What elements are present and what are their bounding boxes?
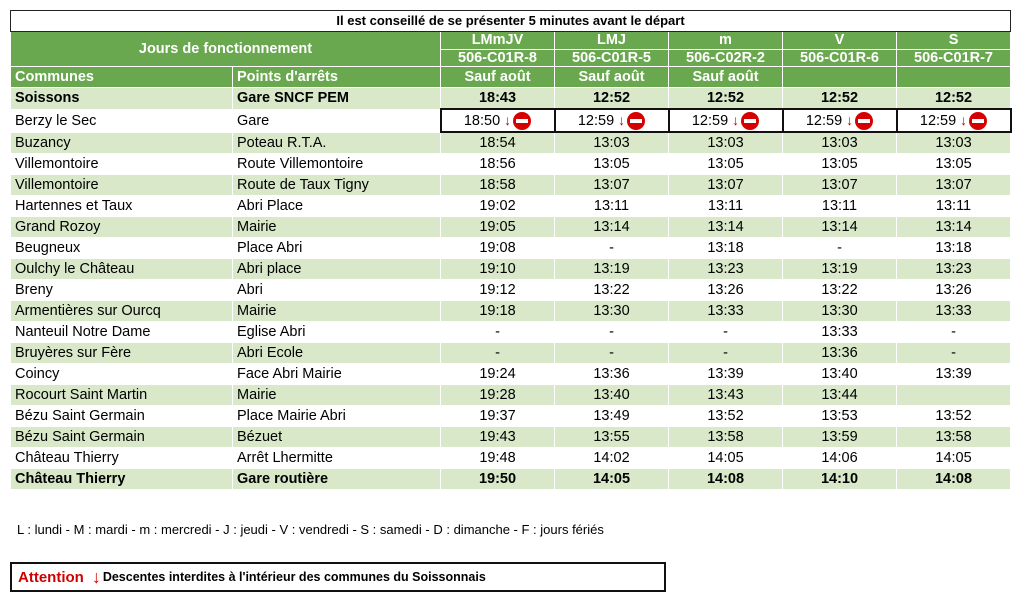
table-row	[11, 469, 1011, 490]
notice-row	[11, 11, 1011, 32]
time-cell: 13:26	[669, 280, 783, 301]
time-cell: 13:30	[555, 301, 669, 322]
time-value: 12:59	[691, 113, 729, 129]
commune-cell: Coincy	[11, 364, 233, 385]
time-cell	[441, 109, 555, 132]
route-code: 506-C01R-7	[897, 50, 1011, 67]
time-value: 12:59	[805, 113, 843, 129]
commune-cell: Grand Rozoy	[11, 217, 233, 238]
day-label: m	[669, 32, 783, 50]
time-cell: 13:40	[783, 364, 897, 385]
table-row	[11, 385, 1011, 406]
table-row	[11, 427, 1011, 448]
down-arrow-icon: ↓	[846, 112, 854, 128]
table-row	[11, 259, 1011, 280]
time-cell: 19:02	[441, 196, 555, 217]
time-cell: 13:58	[669, 427, 783, 448]
time-cell: 14:05	[555, 469, 669, 490]
commune-cell: Soissons	[11, 88, 233, 110]
communes-header: Communes	[11, 67, 233, 88]
stop-cell: Mairie	[233, 301, 441, 322]
stop-cell: Place Mairie Abri	[233, 406, 441, 427]
down-arrow-icon: ↓	[91, 566, 101, 587]
time-cell: 14:05	[897, 448, 1011, 469]
time-cell: 19:37	[441, 406, 555, 427]
attention-box	[10, 562, 666, 592]
time-cell: 14:08	[897, 469, 1011, 490]
time-cell	[783, 109, 897, 132]
day-label: S	[897, 32, 1011, 50]
time-cell: 13:05	[669, 154, 783, 175]
time-cell: 19:24	[441, 364, 555, 385]
commune-cell: Oulchy le Château	[11, 259, 233, 280]
commune-cell: Château Thierry	[11, 448, 233, 469]
time-cell: 13:03	[669, 132, 783, 154]
time-cell: 13:03	[555, 132, 669, 154]
time-cell: 19:08	[441, 238, 555, 259]
column-note: Sauf août	[669, 67, 783, 88]
time-cell: 18:58	[441, 175, 555, 196]
time-cell: 13:05	[897, 154, 1011, 175]
time-cell: 13:18	[669, 238, 783, 259]
commune-cell: Bézu Saint Germain	[11, 427, 233, 448]
commune-cell: Bézu Saint Germain	[11, 406, 233, 427]
time-cell: 13:43	[669, 385, 783, 406]
time-cell: 13:07	[897, 175, 1011, 196]
time-cell: 13:14	[783, 217, 897, 238]
time-cell: 13:36	[783, 343, 897, 364]
time-cell: 13:44	[783, 385, 897, 406]
time-cell: -	[441, 322, 555, 343]
column-note	[897, 67, 1011, 88]
stop-cell: Abri Ecole	[233, 343, 441, 364]
no-entry-icon	[627, 112, 645, 130]
timetable	[10, 10, 1012, 490]
commune-cell: Bruyères sur Fère	[11, 343, 233, 364]
time-cell: 13:19	[555, 259, 669, 280]
jours-label: Jours de fonctionnement	[11, 32, 441, 67]
table-row	[11, 154, 1011, 175]
time-cell: 13:23	[669, 259, 783, 280]
stop-cell: Abri Place	[233, 196, 441, 217]
stop-cell: Bézuet	[233, 427, 441, 448]
commune-cell: Beugneux	[11, 238, 233, 259]
time-cell	[897, 109, 1011, 132]
time-cell: -	[897, 322, 1011, 343]
stop-cell: Poteau R.T.A.	[233, 132, 441, 154]
time-cell: -	[441, 343, 555, 364]
time-cell: 13:11	[669, 196, 783, 217]
commune-cell: Château Thierry	[11, 469, 233, 490]
day-label: LMmJV	[441, 32, 555, 50]
time-cell	[897, 385, 1011, 406]
time-cell: 13:26	[897, 280, 1011, 301]
route-code: 506-C01R-8	[441, 50, 555, 67]
time-cell: 13:33	[669, 301, 783, 322]
time-cell: 13:07	[669, 175, 783, 196]
table-row	[11, 109, 1011, 132]
commune-cell: Berzy le Sec	[11, 109, 233, 132]
no-entry-icon	[741, 112, 759, 130]
time-cell: 14:06	[783, 448, 897, 469]
stop-cell: Mairie	[233, 217, 441, 238]
table-row	[11, 196, 1011, 217]
stop-cell: Eglise Abri	[233, 322, 441, 343]
down-arrow-icon: ↓	[732, 112, 740, 128]
time-cell: -	[555, 343, 669, 364]
table-row	[11, 406, 1011, 427]
time-cell: 13:39	[669, 364, 783, 385]
stop-cell: Arrêt Lhermitte	[233, 448, 441, 469]
time-cell: 13:52	[897, 406, 1011, 427]
time-cell: 13:52	[669, 406, 783, 427]
attention-label: Attention	[18, 568, 84, 586]
route-code: 506-C01R-5	[555, 50, 669, 67]
time-value: 12:59	[577, 113, 615, 129]
no-entry-icon	[969, 112, 987, 130]
time-cell: -	[897, 343, 1011, 364]
time-cell: 13:40	[555, 385, 669, 406]
time-cell: 13:49	[555, 406, 669, 427]
time-cell: 13:14	[669, 217, 783, 238]
commune-cell: Hartennes et Taux	[11, 196, 233, 217]
time-cell: 13:59	[783, 427, 897, 448]
header-labels-row	[11, 67, 1011, 88]
time-cell: 13:14	[555, 217, 669, 238]
commune-cell: Nanteuil Notre Dame	[11, 322, 233, 343]
down-arrow-icon: ↓	[618, 112, 626, 128]
commune-cell: Villemontoire	[11, 175, 233, 196]
stop-cell: Route de Taux Tigny	[233, 175, 441, 196]
stop-cell: Mairie	[233, 385, 441, 406]
time-cell: 19:48	[441, 448, 555, 469]
table-row	[11, 175, 1011, 196]
time-cell: 13:11	[783, 196, 897, 217]
table-row	[11, 448, 1011, 469]
route-code: 506-C01R-6	[783, 50, 897, 67]
notice-text: Il est conseillé de se présenter 5 minutes avant le départ	[11, 11, 1011, 32]
table-row	[11, 132, 1011, 154]
time-cell: -	[669, 322, 783, 343]
table-row	[11, 343, 1011, 364]
table-row	[11, 238, 1011, 259]
commune-cell: Villemontoire	[11, 154, 233, 175]
time-cell: 19:18	[441, 301, 555, 322]
stop-cell: Place Abri	[233, 238, 441, 259]
time-cell: 13:33	[783, 322, 897, 343]
time-cell: 18:54	[441, 132, 555, 154]
commune-cell: Breny	[11, 280, 233, 301]
table-row	[11, 217, 1011, 238]
points-header: Points d'arrêts	[233, 67, 441, 88]
time-cell: 13:22	[783, 280, 897, 301]
time-cell: 13:03	[783, 132, 897, 154]
time-cell: 13:30	[783, 301, 897, 322]
route-code: 506-C02R-2	[669, 50, 783, 67]
no-entry-icon	[855, 112, 873, 130]
time-cell: 14:05	[669, 448, 783, 469]
time-cell: 13:11	[897, 196, 1011, 217]
column-note: Sauf août	[441, 67, 555, 88]
time-cell: 13:03	[897, 132, 1011, 154]
time-cell: 14:08	[669, 469, 783, 490]
time-cell: 13:07	[783, 175, 897, 196]
time-cell: 19:05	[441, 217, 555, 238]
time-cell	[669, 109, 783, 132]
stop-cell: Gare SNCF PEM	[233, 88, 441, 110]
time-cell: 13:36	[555, 364, 669, 385]
stop-cell: Abri place	[233, 259, 441, 280]
table-row	[11, 301, 1011, 322]
time-cell: 19:28	[441, 385, 555, 406]
time-value: 18:50	[463, 113, 501, 129]
commune-cell: Rocourt Saint Martin	[11, 385, 233, 406]
time-cell: 13:58	[897, 427, 1011, 448]
time-cell: 13:22	[555, 280, 669, 301]
time-cell: 14:10	[783, 469, 897, 490]
header-days-row	[11, 32, 1011, 50]
time-cell: 19:50	[441, 469, 555, 490]
time-cell: 13:05	[555, 154, 669, 175]
day-label: LMJ	[555, 32, 669, 50]
time-cell: 12:52	[555, 88, 669, 110]
time-cell: 13:39	[897, 364, 1011, 385]
time-cell: 19:12	[441, 280, 555, 301]
time-cell: 13:18	[897, 238, 1011, 259]
column-note	[783, 67, 897, 88]
day-legend: L : lundi - M : mardi - m : mercredi - J : jeudi - V : vendredi - S : samedi - D : dimanche - F : jours fériés	[17, 522, 604, 537]
no-entry-icon	[513, 112, 531, 130]
stop-cell: Abri	[233, 280, 441, 301]
stop-cell: Face Abri Mairie	[233, 364, 441, 385]
time-cell: 13:07	[555, 175, 669, 196]
commune-cell: Armentières sur Ourcq	[11, 301, 233, 322]
time-cell: 13:11	[555, 196, 669, 217]
day-label: V	[783, 32, 897, 50]
time-cell: 14:02	[555, 448, 669, 469]
attention-text: Descentes interdites à l'intérieur des communes du Soissonnais	[102, 570, 486, 584]
time-cell: -	[555, 322, 669, 343]
stop-cell: Gare	[233, 109, 441, 132]
time-cell	[555, 109, 669, 132]
time-cell: -	[669, 343, 783, 364]
time-cell: 12:52	[783, 88, 897, 110]
time-cell: 12:52	[897, 88, 1011, 110]
time-value: 12:59	[919, 113, 957, 129]
time-cell: 13:19	[783, 259, 897, 280]
time-cell: 19:10	[441, 259, 555, 280]
time-cell: 13:33	[897, 301, 1011, 322]
column-note: Sauf août	[555, 67, 669, 88]
time-cell: 13:55	[555, 427, 669, 448]
table-row	[11, 280, 1011, 301]
time-cell: 13:53	[783, 406, 897, 427]
time-cell: 12:52	[669, 88, 783, 110]
time-cell: -	[555, 238, 669, 259]
table-row	[11, 88, 1011, 110]
time-cell: 18:43	[441, 88, 555, 110]
table-row	[11, 364, 1011, 385]
stop-cell: Route Villemontoire	[233, 154, 441, 175]
time-cell: 13:14	[897, 217, 1011, 238]
commune-cell: Buzancy	[11, 132, 233, 154]
table-row	[11, 322, 1011, 343]
down-arrow-icon: ↓	[504, 112, 512, 128]
time-cell: 19:43	[441, 427, 555, 448]
time-cell: 13:23	[897, 259, 1011, 280]
stop-cell: Gare routière	[233, 469, 441, 490]
time-cell: 18:56	[441, 154, 555, 175]
time-cell: -	[783, 238, 897, 259]
time-cell: 13:05	[783, 154, 897, 175]
down-arrow-icon: ↓	[960, 112, 968, 128]
